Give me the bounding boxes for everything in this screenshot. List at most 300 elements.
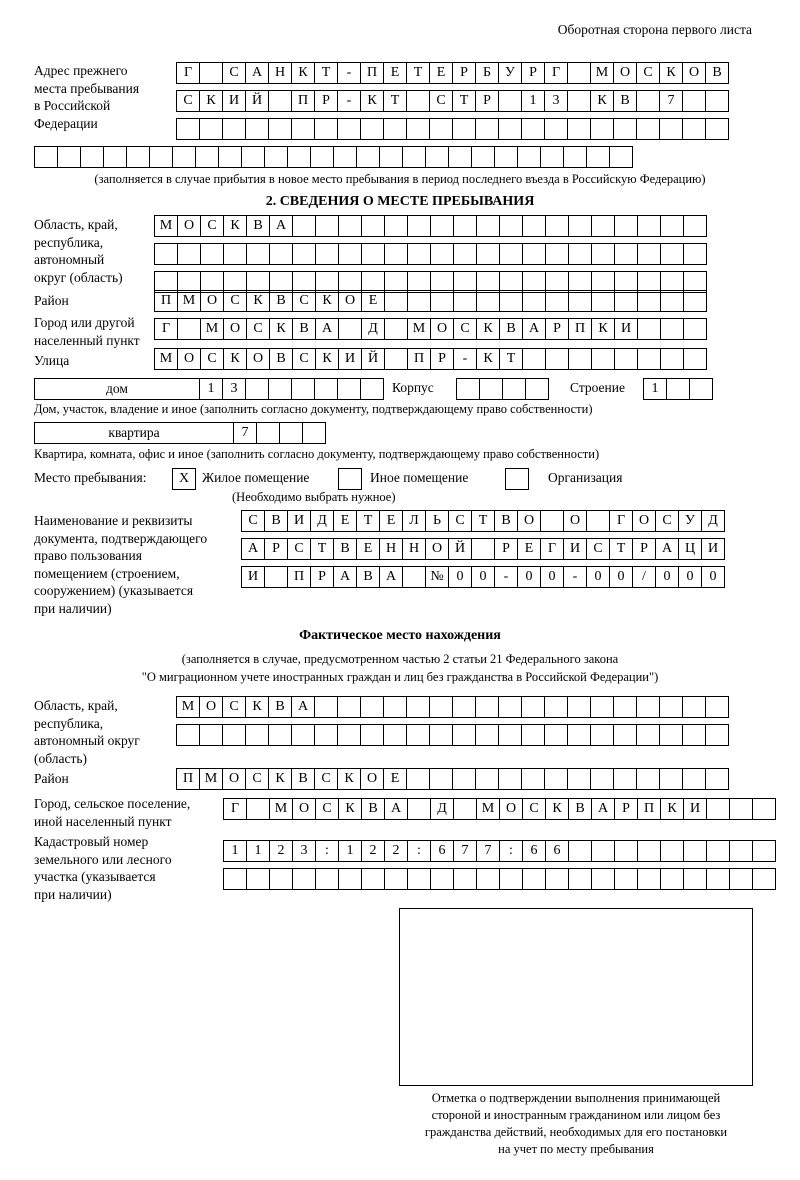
char-cell[interactable] xyxy=(407,798,431,820)
char-cell[interactable]: Г xyxy=(544,62,568,84)
char-cell[interactable] xyxy=(475,768,499,790)
char-cell[interactable] xyxy=(315,243,339,265)
char-cell[interactable]: 1 xyxy=(199,378,223,400)
char-cell[interactable] xyxy=(384,868,408,890)
document-row[interactable] xyxy=(241,538,724,560)
char-cell[interactable] xyxy=(292,243,316,265)
char-cell[interactable]: Е xyxy=(333,510,357,532)
char-cell[interactable] xyxy=(568,290,592,312)
char-cell[interactable]: 0 xyxy=(517,566,541,588)
char-cell[interactable] xyxy=(452,696,476,718)
char-cell[interactable]: И xyxy=(614,318,638,340)
char-cell[interactable]: № xyxy=(425,566,449,588)
char-cell[interactable] xyxy=(223,243,247,265)
char-cell[interactable] xyxy=(705,696,729,718)
char-cell[interactable]: 1 xyxy=(246,840,270,862)
char-cell[interactable] xyxy=(200,243,224,265)
char-cell[interactable] xyxy=(279,422,303,444)
char-cell[interactable] xyxy=(522,348,546,370)
char-cell[interactable] xyxy=(568,868,592,890)
char-cell[interactable] xyxy=(402,146,426,168)
char-cell[interactable] xyxy=(636,90,660,112)
char-cell[interactable] xyxy=(241,146,265,168)
char-cell[interactable] xyxy=(338,215,362,237)
char-cell[interactable] xyxy=(660,243,684,265)
char-cell[interactable]: К xyxy=(476,348,500,370)
char-cell[interactable]: 1 xyxy=(223,840,247,862)
char-cell[interactable]: К xyxy=(291,62,315,84)
char-cell[interactable] xyxy=(337,696,361,718)
char-cell[interactable]: - xyxy=(337,62,361,84)
char-cell[interactable] xyxy=(636,724,660,746)
char-cell[interactable] xyxy=(637,243,661,265)
char-cell[interactable] xyxy=(637,318,661,340)
char-cell[interactable] xyxy=(475,696,499,718)
char-cell[interactable]: С xyxy=(241,510,265,532)
char-cell[interactable]: В xyxy=(499,318,523,340)
char-cell[interactable]: Р xyxy=(545,318,569,340)
char-cell[interactable] xyxy=(609,146,633,168)
char-cell[interactable]: Р xyxy=(452,62,476,84)
char-cell[interactable] xyxy=(269,868,293,890)
char-cell[interactable] xyxy=(338,318,362,340)
char-cell[interactable]: Е xyxy=(383,768,407,790)
char-cell[interactable] xyxy=(591,215,615,237)
char-cell[interactable] xyxy=(544,768,568,790)
char-cell[interactable]: Ь xyxy=(425,510,449,532)
char-cell[interactable] xyxy=(291,378,315,400)
checkbox-organization[interactable] xyxy=(505,468,529,490)
char-cell[interactable] xyxy=(517,146,541,168)
char-cell[interactable]: В xyxy=(494,510,518,532)
char-cell[interactable] xyxy=(494,146,518,168)
char-cell[interactable]: 1 xyxy=(338,840,362,862)
char-cell[interactable]: Н xyxy=(402,538,426,560)
char-cell[interactable]: В xyxy=(269,290,293,312)
char-cell[interactable] xyxy=(315,868,339,890)
char-cell[interactable]: Е xyxy=(356,538,380,560)
char-cell[interactable] xyxy=(637,215,661,237)
char-cell[interactable]: 6 xyxy=(430,840,454,862)
char-cell[interactable]: 6 xyxy=(545,840,569,862)
char-cell[interactable] xyxy=(268,118,292,140)
char-cell[interactable] xyxy=(407,243,431,265)
char-cell[interactable] xyxy=(498,724,522,746)
char-cell[interactable] xyxy=(522,868,546,890)
char-cell[interactable] xyxy=(683,840,707,862)
char-cell[interactable] xyxy=(245,378,269,400)
char-cell[interactable] xyxy=(682,118,706,140)
char-cell[interactable]: О xyxy=(177,215,201,237)
char-cell[interactable] xyxy=(361,868,385,890)
char-cell[interactable]: Е xyxy=(517,538,541,560)
char-cell[interactable]: О xyxy=(360,768,384,790)
char-cell[interactable]: 0 xyxy=(540,566,564,588)
char-cell[interactable]: 0 xyxy=(678,566,702,588)
char-cell[interactable]: А xyxy=(291,696,315,718)
char-cell[interactable] xyxy=(683,290,707,312)
char-cell[interactable]: У xyxy=(498,62,522,84)
char-cell[interactable]: Г xyxy=(154,318,178,340)
char-cell[interactable] xyxy=(448,146,472,168)
char-cell[interactable] xyxy=(34,146,58,168)
char-cell[interactable]: - xyxy=(494,566,518,588)
char-cell[interactable]: 3 xyxy=(222,378,246,400)
char-cell[interactable]: К xyxy=(337,768,361,790)
char-cell[interactable] xyxy=(246,798,270,820)
char-cell[interactable] xyxy=(498,768,522,790)
char-cell[interactable] xyxy=(429,696,453,718)
char-cell[interactable] xyxy=(522,215,546,237)
char-cell[interactable] xyxy=(218,146,242,168)
char-cell[interactable]: Р xyxy=(264,538,288,560)
char-cell[interactable] xyxy=(406,768,430,790)
char-cell[interactable] xyxy=(568,215,592,237)
char-cell[interactable] xyxy=(637,348,661,370)
char-cell[interactable] xyxy=(545,215,569,237)
char-cell[interactable] xyxy=(264,146,288,168)
char-cell[interactable]: 7 xyxy=(453,840,477,862)
document-row[interactable] xyxy=(241,566,724,588)
stamp-box[interactable] xyxy=(399,908,753,1086)
char-cell[interactable]: 0 xyxy=(471,566,495,588)
char-cell[interactable] xyxy=(706,840,730,862)
char-cell[interactable] xyxy=(360,696,384,718)
char-cell[interactable]: П xyxy=(407,348,431,370)
checkbox-other-premises[interactable] xyxy=(338,468,362,490)
char-cell[interactable] xyxy=(545,868,569,890)
char-cell[interactable]: К xyxy=(268,768,292,790)
char-cell[interactable]: Р xyxy=(614,798,638,820)
char-cell[interactable]: В xyxy=(268,696,292,718)
char-cell[interactable]: М xyxy=(199,768,223,790)
char-cell[interactable]: В xyxy=(568,798,592,820)
char-cell[interactable] xyxy=(268,724,292,746)
char-cell[interactable] xyxy=(752,868,776,890)
char-cell[interactable] xyxy=(223,868,247,890)
char-cell[interactable]: К xyxy=(315,290,339,312)
char-cell[interactable]: К xyxy=(659,62,683,84)
char-cell[interactable]: К xyxy=(199,90,223,112)
char-cell[interactable]: П xyxy=(154,290,178,312)
char-cell[interactable]: О xyxy=(632,510,656,532)
char-cell[interactable] xyxy=(613,118,637,140)
char-cell[interactable] xyxy=(705,724,729,746)
char-cell[interactable] xyxy=(384,290,408,312)
char-cell[interactable] xyxy=(269,243,293,265)
cadastre-row[interactable] xyxy=(223,840,775,862)
char-cell[interactable]: - xyxy=(453,348,477,370)
char-cell[interactable] xyxy=(453,243,477,265)
char-cell[interactable] xyxy=(333,146,357,168)
char-cell[interactable]: Р xyxy=(430,348,454,370)
char-cell[interactable]: А xyxy=(269,215,293,237)
char-cell[interactable] xyxy=(475,118,499,140)
char-cell[interactable]: К xyxy=(591,318,615,340)
prev-address-row-full[interactable] xyxy=(34,146,632,168)
char-cell[interactable] xyxy=(591,840,615,862)
char-cell[interactable] xyxy=(429,118,453,140)
char-cell[interactable]: В xyxy=(361,798,385,820)
char-cell[interactable]: А xyxy=(655,538,679,560)
char-cell[interactable] xyxy=(660,840,684,862)
char-cell[interactable] xyxy=(590,118,614,140)
char-cell[interactable] xyxy=(379,146,403,168)
char-cell[interactable]: С xyxy=(176,90,200,112)
char-cell[interactable] xyxy=(177,243,201,265)
char-cell[interactable]: О xyxy=(222,768,246,790)
char-cell[interactable]: М xyxy=(176,696,200,718)
char-cell[interactable] xyxy=(614,868,638,890)
char-cell[interactable] xyxy=(425,146,449,168)
char-cell[interactable]: Г xyxy=(540,538,564,560)
char-cell[interactable] xyxy=(429,768,453,790)
char-cell[interactable]: С xyxy=(453,318,477,340)
char-cell[interactable] xyxy=(586,146,610,168)
char-cell[interactable] xyxy=(356,146,380,168)
char-cell[interactable]: М xyxy=(200,318,224,340)
char-cell[interactable]: П xyxy=(287,566,311,588)
char-cell[interactable]: Б xyxy=(475,62,499,84)
char-cell[interactable]: Г xyxy=(609,510,633,532)
char-cell[interactable] xyxy=(471,146,495,168)
char-cell[interactable]: 2 xyxy=(361,840,385,862)
char-cell[interactable]: Т xyxy=(406,62,430,84)
char-cell[interactable] xyxy=(729,840,753,862)
char-cell[interactable] xyxy=(614,290,638,312)
char-cell[interactable]: 2 xyxy=(269,840,293,862)
char-cell[interactable] xyxy=(682,768,706,790)
char-cell[interactable] xyxy=(567,62,591,84)
char-cell[interactable]: 0 xyxy=(586,566,610,588)
char-cell[interactable]: 3 xyxy=(544,90,568,112)
char-cell[interactable] xyxy=(590,696,614,718)
char-cell[interactable] xyxy=(586,510,610,532)
char-cell[interactable] xyxy=(545,243,569,265)
char-cell[interactable]: Й xyxy=(245,90,269,112)
char-cell[interactable] xyxy=(177,318,201,340)
char-cell[interactable] xyxy=(705,90,729,112)
char-cell[interactable] xyxy=(456,378,480,400)
char-cell[interactable] xyxy=(476,243,500,265)
char-cell[interactable]: Т xyxy=(383,90,407,112)
char-cell[interactable] xyxy=(199,62,223,84)
char-cell[interactable]: 6 xyxy=(522,840,546,862)
char-cell[interactable] xyxy=(292,215,316,237)
district-row[interactable] xyxy=(154,290,706,312)
char-cell[interactable] xyxy=(176,724,200,746)
street-row[interactable] xyxy=(154,348,706,370)
char-cell[interactable] xyxy=(540,510,564,532)
char-cell[interactable] xyxy=(268,90,292,112)
char-cell[interactable]: С xyxy=(222,696,246,718)
char-cell[interactable] xyxy=(683,348,707,370)
char-cell[interactable]: Р xyxy=(494,538,518,560)
char-cell[interactable]: К xyxy=(338,798,362,820)
char-cell[interactable] xyxy=(383,696,407,718)
prev-address-row[interactable] xyxy=(176,118,728,140)
char-cell[interactable]: С xyxy=(287,538,311,560)
char-cell[interactable]: О xyxy=(517,510,541,532)
char-cell[interactable] xyxy=(545,290,569,312)
prev-address-row[interactable] xyxy=(176,62,728,84)
char-cell[interactable] xyxy=(706,868,730,890)
char-cell[interactable]: 3 xyxy=(292,840,316,862)
char-cell[interactable] xyxy=(682,90,706,112)
char-cell[interactable] xyxy=(360,724,384,746)
char-cell[interactable] xyxy=(544,724,568,746)
actual-region-row[interactable] xyxy=(176,724,728,746)
char-cell[interactable] xyxy=(103,146,127,168)
char-cell[interactable]: 1 xyxy=(643,378,667,400)
char-cell[interactable]: О xyxy=(338,290,362,312)
document-row[interactable] xyxy=(241,510,724,532)
char-cell[interactable] xyxy=(563,146,587,168)
char-cell[interactable] xyxy=(540,146,564,168)
char-cell[interactable] xyxy=(567,118,591,140)
char-cell[interactable] xyxy=(264,566,288,588)
char-cell[interactable]: К xyxy=(269,318,293,340)
char-cell[interactable]: С xyxy=(315,798,339,820)
char-cell[interactable] xyxy=(176,118,200,140)
char-cell[interactable] xyxy=(287,146,311,168)
char-cell[interactable] xyxy=(402,566,426,588)
char-cell[interactable] xyxy=(452,118,476,140)
char-cell[interactable] xyxy=(291,118,315,140)
char-cell[interactable] xyxy=(302,422,326,444)
cadastre-row[interactable] xyxy=(223,868,775,890)
char-cell[interactable]: С xyxy=(200,348,224,370)
char-cell[interactable]: М xyxy=(590,62,614,84)
char-cell[interactable] xyxy=(636,696,660,718)
char-cell[interactable] xyxy=(752,798,776,820)
char-cell[interactable] xyxy=(659,118,683,140)
char-cell[interactable]: Т xyxy=(314,62,338,84)
char-cell[interactable] xyxy=(613,768,637,790)
char-cell[interactable] xyxy=(683,318,707,340)
actual-district-row[interactable] xyxy=(176,768,728,790)
char-cell[interactable] xyxy=(498,90,522,112)
char-cell[interactable]: О xyxy=(292,798,316,820)
char-cell[interactable] xyxy=(568,840,592,862)
char-cell[interactable] xyxy=(291,724,315,746)
char-cell[interactable]: С xyxy=(246,318,270,340)
char-cell[interactable] xyxy=(406,724,430,746)
char-cell[interactable]: О xyxy=(563,510,587,532)
char-cell[interactable] xyxy=(521,118,545,140)
char-cell[interactable] xyxy=(666,378,690,400)
char-cell[interactable]: А xyxy=(384,798,408,820)
char-cell[interactable]: Д xyxy=(430,798,454,820)
char-cell[interactable]: М xyxy=(476,798,500,820)
char-cell[interactable] xyxy=(314,724,338,746)
char-cell[interactable] xyxy=(613,696,637,718)
char-cell[interactable]: Т xyxy=(609,538,633,560)
char-cell[interactable]: В xyxy=(705,62,729,84)
char-cell[interactable]: С xyxy=(292,290,316,312)
char-cell[interactable]: С xyxy=(429,90,453,112)
char-cell[interactable] xyxy=(199,118,223,140)
char-cell[interactable]: А xyxy=(245,62,269,84)
char-cell[interactable] xyxy=(246,868,270,890)
char-cell[interactable] xyxy=(659,724,683,746)
char-cell[interactable] xyxy=(729,868,753,890)
char-cell[interactable] xyxy=(521,768,545,790)
char-cell[interactable]: А xyxy=(333,566,357,588)
region-row[interactable] xyxy=(154,215,706,237)
char-cell[interactable]: 0 xyxy=(448,566,472,588)
char-cell[interactable]: И xyxy=(683,798,707,820)
char-cell[interactable]: В xyxy=(269,348,293,370)
char-cell[interactable] xyxy=(361,215,385,237)
char-cell[interactable]: Г xyxy=(176,62,200,84)
char-cell[interactable]: М xyxy=(177,290,201,312)
char-cell[interactable]: В xyxy=(613,90,637,112)
char-cell[interactable] xyxy=(246,243,270,265)
char-cell[interactable]: А xyxy=(522,318,546,340)
char-cell[interactable]: Г xyxy=(223,798,247,820)
char-cell[interactable] xyxy=(407,290,431,312)
char-cell[interactable]: К xyxy=(223,215,247,237)
char-cell[interactable] xyxy=(452,768,476,790)
char-cell[interactable]: - xyxy=(563,566,587,588)
char-cell[interactable] xyxy=(729,798,753,820)
char-cell[interactable] xyxy=(567,768,591,790)
char-cell[interactable] xyxy=(545,348,569,370)
char-cell[interactable] xyxy=(476,290,500,312)
char-cell[interactable] xyxy=(705,768,729,790)
char-cell[interactable]: Й xyxy=(361,348,385,370)
char-cell[interactable]: Е xyxy=(379,510,403,532)
char-cell[interactable] xyxy=(705,118,729,140)
char-cell[interactable] xyxy=(521,724,545,746)
char-cell[interactable] xyxy=(521,696,545,718)
char-cell[interactable]: Е xyxy=(361,290,385,312)
char-cell[interactable] xyxy=(384,243,408,265)
char-cell[interactable] xyxy=(476,215,500,237)
checkbox-residential[interactable]: X xyxy=(172,468,196,490)
char-cell[interactable] xyxy=(384,318,408,340)
char-cell[interactable]: С xyxy=(245,768,269,790)
char-cell[interactable] xyxy=(361,243,385,265)
prev-address-row[interactable] xyxy=(176,90,728,112)
char-cell[interactable]: 7 xyxy=(659,90,683,112)
char-cell[interactable] xyxy=(567,696,591,718)
char-cell[interactable] xyxy=(682,696,706,718)
char-cell[interactable] xyxy=(337,724,361,746)
char-cell[interactable] xyxy=(360,118,384,140)
char-cell[interactable]: Е xyxy=(429,62,453,84)
char-cell[interactable] xyxy=(660,348,684,370)
char-cell[interactable]: 0 xyxy=(701,566,725,588)
char-cell[interactable] xyxy=(568,348,592,370)
char-cell[interactable] xyxy=(57,146,81,168)
char-cell[interactable]: В xyxy=(264,510,288,532)
char-cell[interactable] xyxy=(471,538,495,560)
char-cell[interactable] xyxy=(149,146,173,168)
char-cell[interactable]: С xyxy=(522,798,546,820)
char-cell[interactable] xyxy=(683,868,707,890)
char-cell[interactable]: А xyxy=(241,538,265,560)
char-cell[interactable] xyxy=(199,724,223,746)
char-cell[interactable] xyxy=(315,215,339,237)
char-cell[interactable]: К xyxy=(476,318,500,340)
char-cell[interactable]: П xyxy=(360,62,384,84)
char-cell[interactable] xyxy=(499,868,523,890)
char-cell[interactable]: В xyxy=(333,538,357,560)
region-row[interactable] xyxy=(154,243,706,265)
char-cell[interactable]: Д xyxy=(310,510,334,532)
